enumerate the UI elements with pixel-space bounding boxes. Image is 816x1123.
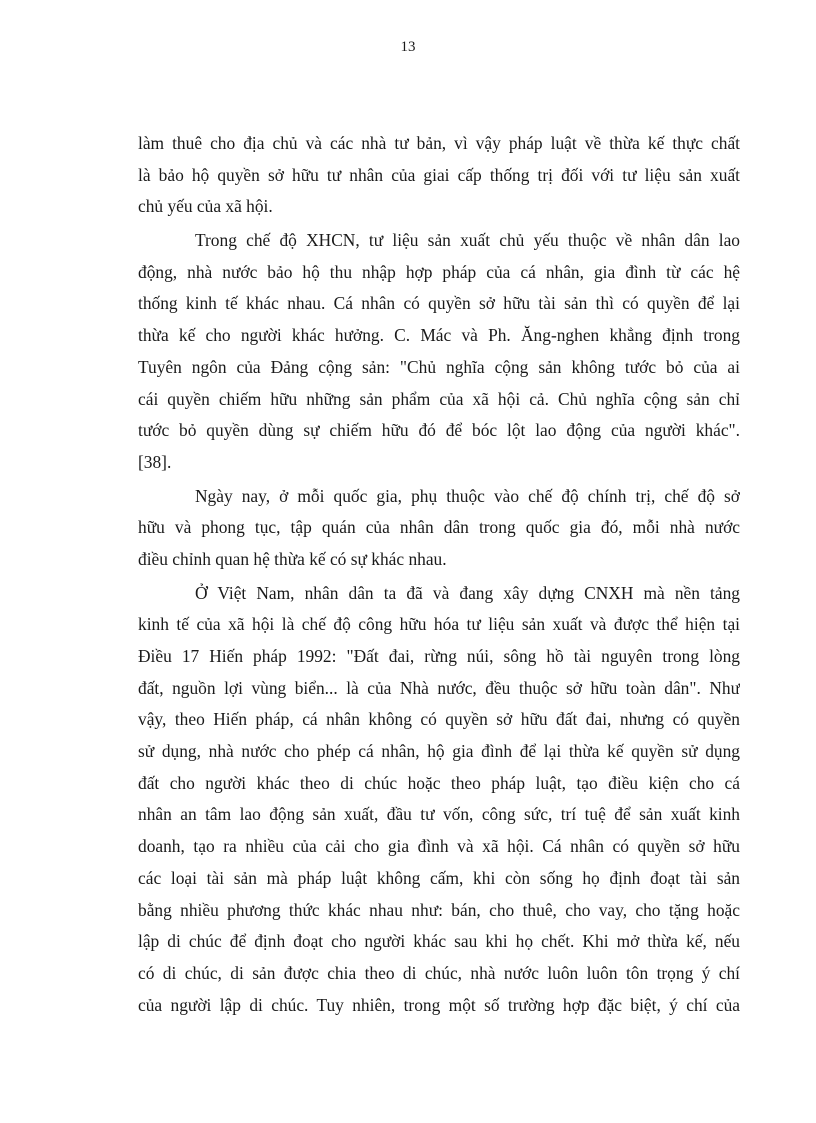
text-line: có di chúc, di sản được chia theo di chúc, nhà nước luôn luôn tôn trọng ý chí [138,962,740,983]
text-line: nhân an tâm lao động sản xuất, đầu tư vốn, công sức, trí tuệ để sản xuất kinh [138,804,740,825]
paragraph-3 [138,481,740,576]
text-line: kinh tế của xã hội là chế độ công hữu hóa tư liệu sản xuất và được thể hiện tại [138,614,740,635]
page-number: 13 [400,39,416,55]
text-line: chủ yếu của xã hội. [138,196,273,217]
text-line: sử dụng, nhà nước cho phép cá nhân, hộ gia đình để lại thừa kế quyền sử dụng [138,741,740,762]
text-line: doanh, tạo ra nhiều của cải cho gia đình và xã hội. Cá nhân có quyền sở hữu [138,836,740,857]
text-line: Ở Việt Nam, nhân dân ta đã và đang xây dựng CNXH mà nền tảng [195,582,740,603]
text-line: Ngày nay, ở mỗi quốc gia, phụ thuộc vào chế độ chính trị, chế độ sở [195,485,740,506]
text-line: vậy, theo Hiến pháp, cá nhân không có quyền sở hữu đất đai, nhưng có quyền [138,709,740,730]
text-line: đất, nguồn lợi vùng biển... là của Nhà nước, đều thuộc sở hữu toàn dân". Như [138,677,740,698]
text-line: của người lập di chúc. Tuy nhiên, trong một số trường hợp đặc biệt, ý chí của [138,994,740,1015]
text-line: là bảo hộ quyền sở hữu tư nhân của giai cấp thống trị đối với tư liệu sản xuất [138,164,740,185]
text-line: động, nhà nước bảo hộ thu nhập hợp pháp của cá nhân, gia đình từ các hệ [138,261,740,282]
text-line: cái quyền chiếm hữu những sản phẩm của xã hội cả. Chủ nghĩa cộng sản chỉ [138,388,740,409]
text-line: thừa kế cho người khác hưởng. C. Mác và Ph. Ăng-nghen khẳng định trong [138,325,740,346]
paragraph-2 [138,225,740,479]
paragraph-1 [138,128,740,223]
text-line: thống kinh tế khác nhau. Cá nhân có quyền sở hữu tài sản thì có quyền để lại [138,293,740,314]
text-line: lập di chúc để định đoạt cho người khác sau khi họ chết. Khi mở thừa kế, nếu [138,931,740,952]
text-line: hữu và phong tục, tập quán của nhân dân trong quốc gia đó, mỗi nhà nước [138,517,740,538]
text-line: [38]. [138,451,172,472]
paragraph-4 [138,578,740,1022]
text-line: bằng nhiều phương thức khác nhau như: bán, cho thuê, cho vay, cho tặng hoặc [138,899,740,920]
text-line: Điều 17 Hiến pháp 1992: "Đất đai, rừng núi, sông hồ tài nguyên trong lòng [138,646,740,666]
text-line: tước bỏ quyền dùng sự chiếm hữu đó để bóc lột lao động của người khác". [138,420,740,441]
text-line: Tuyên ngôn của Đảng cộng sản: "Chủ nghĩa cộng sản không tước bỏ của ai [138,356,740,377]
text-line: các loại tài sản mà pháp luật không cấm, khi còn sống họ định đoạt tài sản [138,867,740,888]
text-line: Trong chế độ XHCN, tư liệu sản xuất chủ yếu thuộc về nhân dân lao [195,230,740,251]
text-line: điều chỉnh quan hệ thừa kế có sự khác nhau. [138,548,447,569]
text-line: đất cho người khác theo di chúc hoặc theo pháp luật, tạo điều kiện cho cá [138,772,740,793]
text-line: làm thuê cho địa chủ và các nhà tư bản, vì vậy pháp luật về thừa kế thực chất [138,133,740,153]
body-text [138,128,740,1023]
